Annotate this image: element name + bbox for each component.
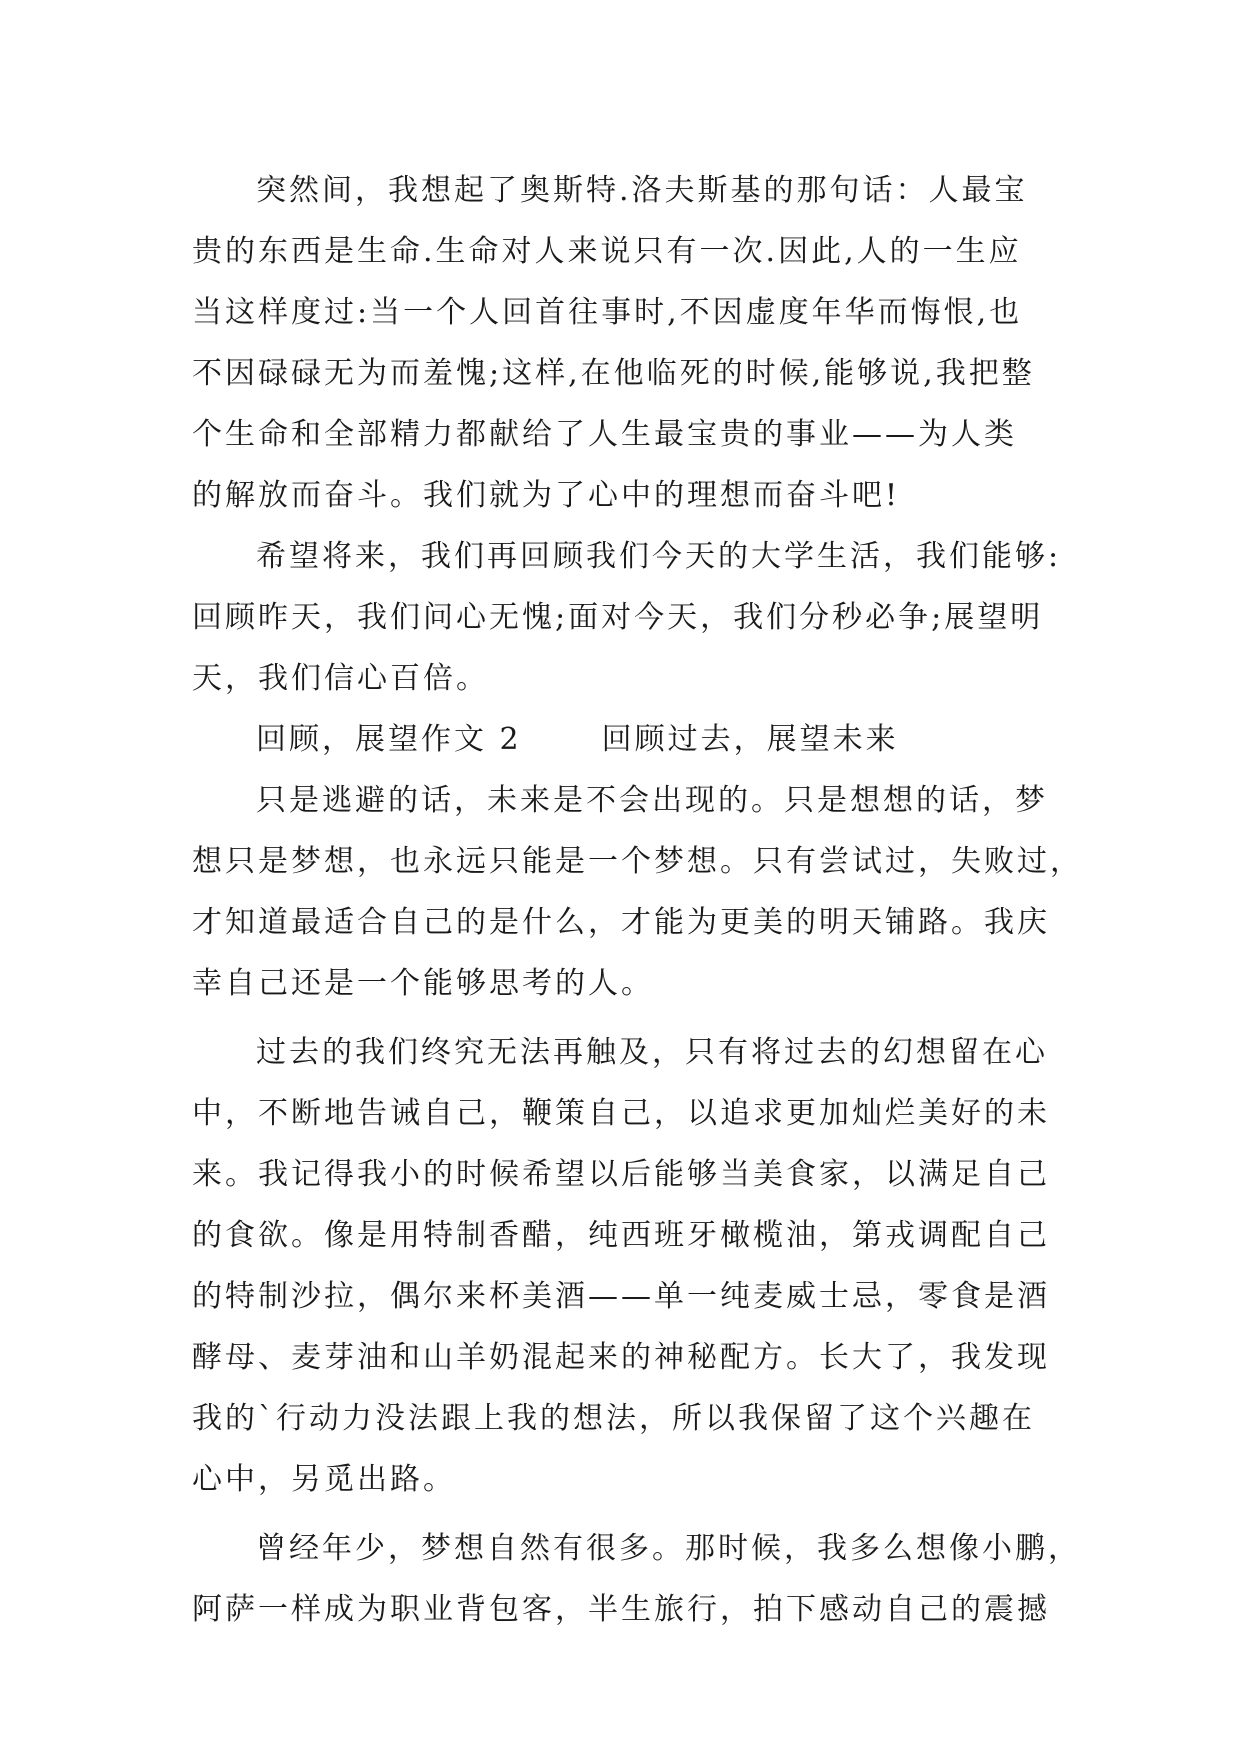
text-line: 来。我记得我小的时候希望以后能够当美食家，以满足自己 [192, 1157, 1050, 1192]
text-line: 的食欲。像是用特制香醋，纯西班牙橄榄油，第戎调配自己 [192, 1218, 1050, 1253]
paragraph-ostrovsky-quote [192, 160, 1054, 526]
text-line: 阿萨一样成为职业背包客，半生旅行，拍下感动自己的震撼 [192, 1592, 1050, 1627]
section-heading-right: 回顾过去，展望未来 [601, 722, 899, 757]
text-line: 当这样度过:当一个人回首往事时,不因虚度年华而悔恨,也 [192, 295, 1023, 330]
text-line: 贵的东西是生命.生命对人来说只有一次.因此,人的一生应 [192, 234, 1022, 269]
text-line: 幸自己还是一个能够思考的人。 [192, 966, 654, 1001]
section-heading-left: 回顾，展望作文 2 [256, 722, 522, 757]
text-line: 才知道最适合自己的是什么，才能为更美的明天铺路。我庆 [192, 905, 1050, 940]
text-line: 曾经年少，梦想自然有很多。那时候，我多么想像小鹏， [256, 1531, 1081, 1566]
text-line: 回顾昨天，我们问心无愧;面对今天，我们分秒必争;展望明 [192, 600, 1044, 635]
text-line: 只是逃避的话，未来是不会出现的。只是想想的话，梦 [256, 783, 1048, 818]
text-line: 不因碌碌无为而羞愧;这样,在他临死的时候,能够说,我把整 [192, 356, 1035, 391]
text-line: 中，不断地告诫自己，鞭策自己，以追求更加灿烂美好的未 [192, 1096, 1050, 1131]
text-line: 酵母、麦芽油和山羊奶混起来的神秘配方。长大了，我发现 [192, 1340, 1050, 1375]
section-heading [192, 709, 1054, 770]
text-line: 我的`行动力没法跟上我的想法，所以我保留了这个兴趣在 [192, 1401, 1035, 1436]
paragraph-youth-dreams [192, 1518, 1081, 1640]
text-line: 想只是梦想，也永远只能是一个梦想。只有尝试过，失败过， [192, 844, 1083, 879]
text-line: 过去的我们终究无法再触及，只有将过去的幻想留在心 [256, 1035, 1048, 1070]
paragraph-past [192, 1022, 1054, 1510]
paragraph-hope-future [192, 526, 1062, 709]
text-line: 的特制沙拉，偶尔来杯美酒——单一纯麦威士忌，零食是酒 [192, 1279, 1050, 1314]
paragraph-escape [192, 770, 1083, 1014]
document-page [192, 160, 1083, 1640]
text-line: 的解放而奋斗。我们就为了心中的理想而奋斗吧! [192, 478, 901, 513]
text-line: 心中，另觅出路。 [192, 1462, 456, 1497]
text-line: 突然间，我想起了奥斯特.洛夫斯基的那句话：人最宝 [256, 173, 1028, 208]
text-line: 个生命和全部精力都献给了人生最宝贵的事业——为人类 [192, 417, 1017, 452]
text-line: 天，我们信心百倍。 [192, 661, 489, 696]
text-line: 希望将来，我们再回顾我们今天的大学生活，我们能够: [256, 539, 1062, 574]
